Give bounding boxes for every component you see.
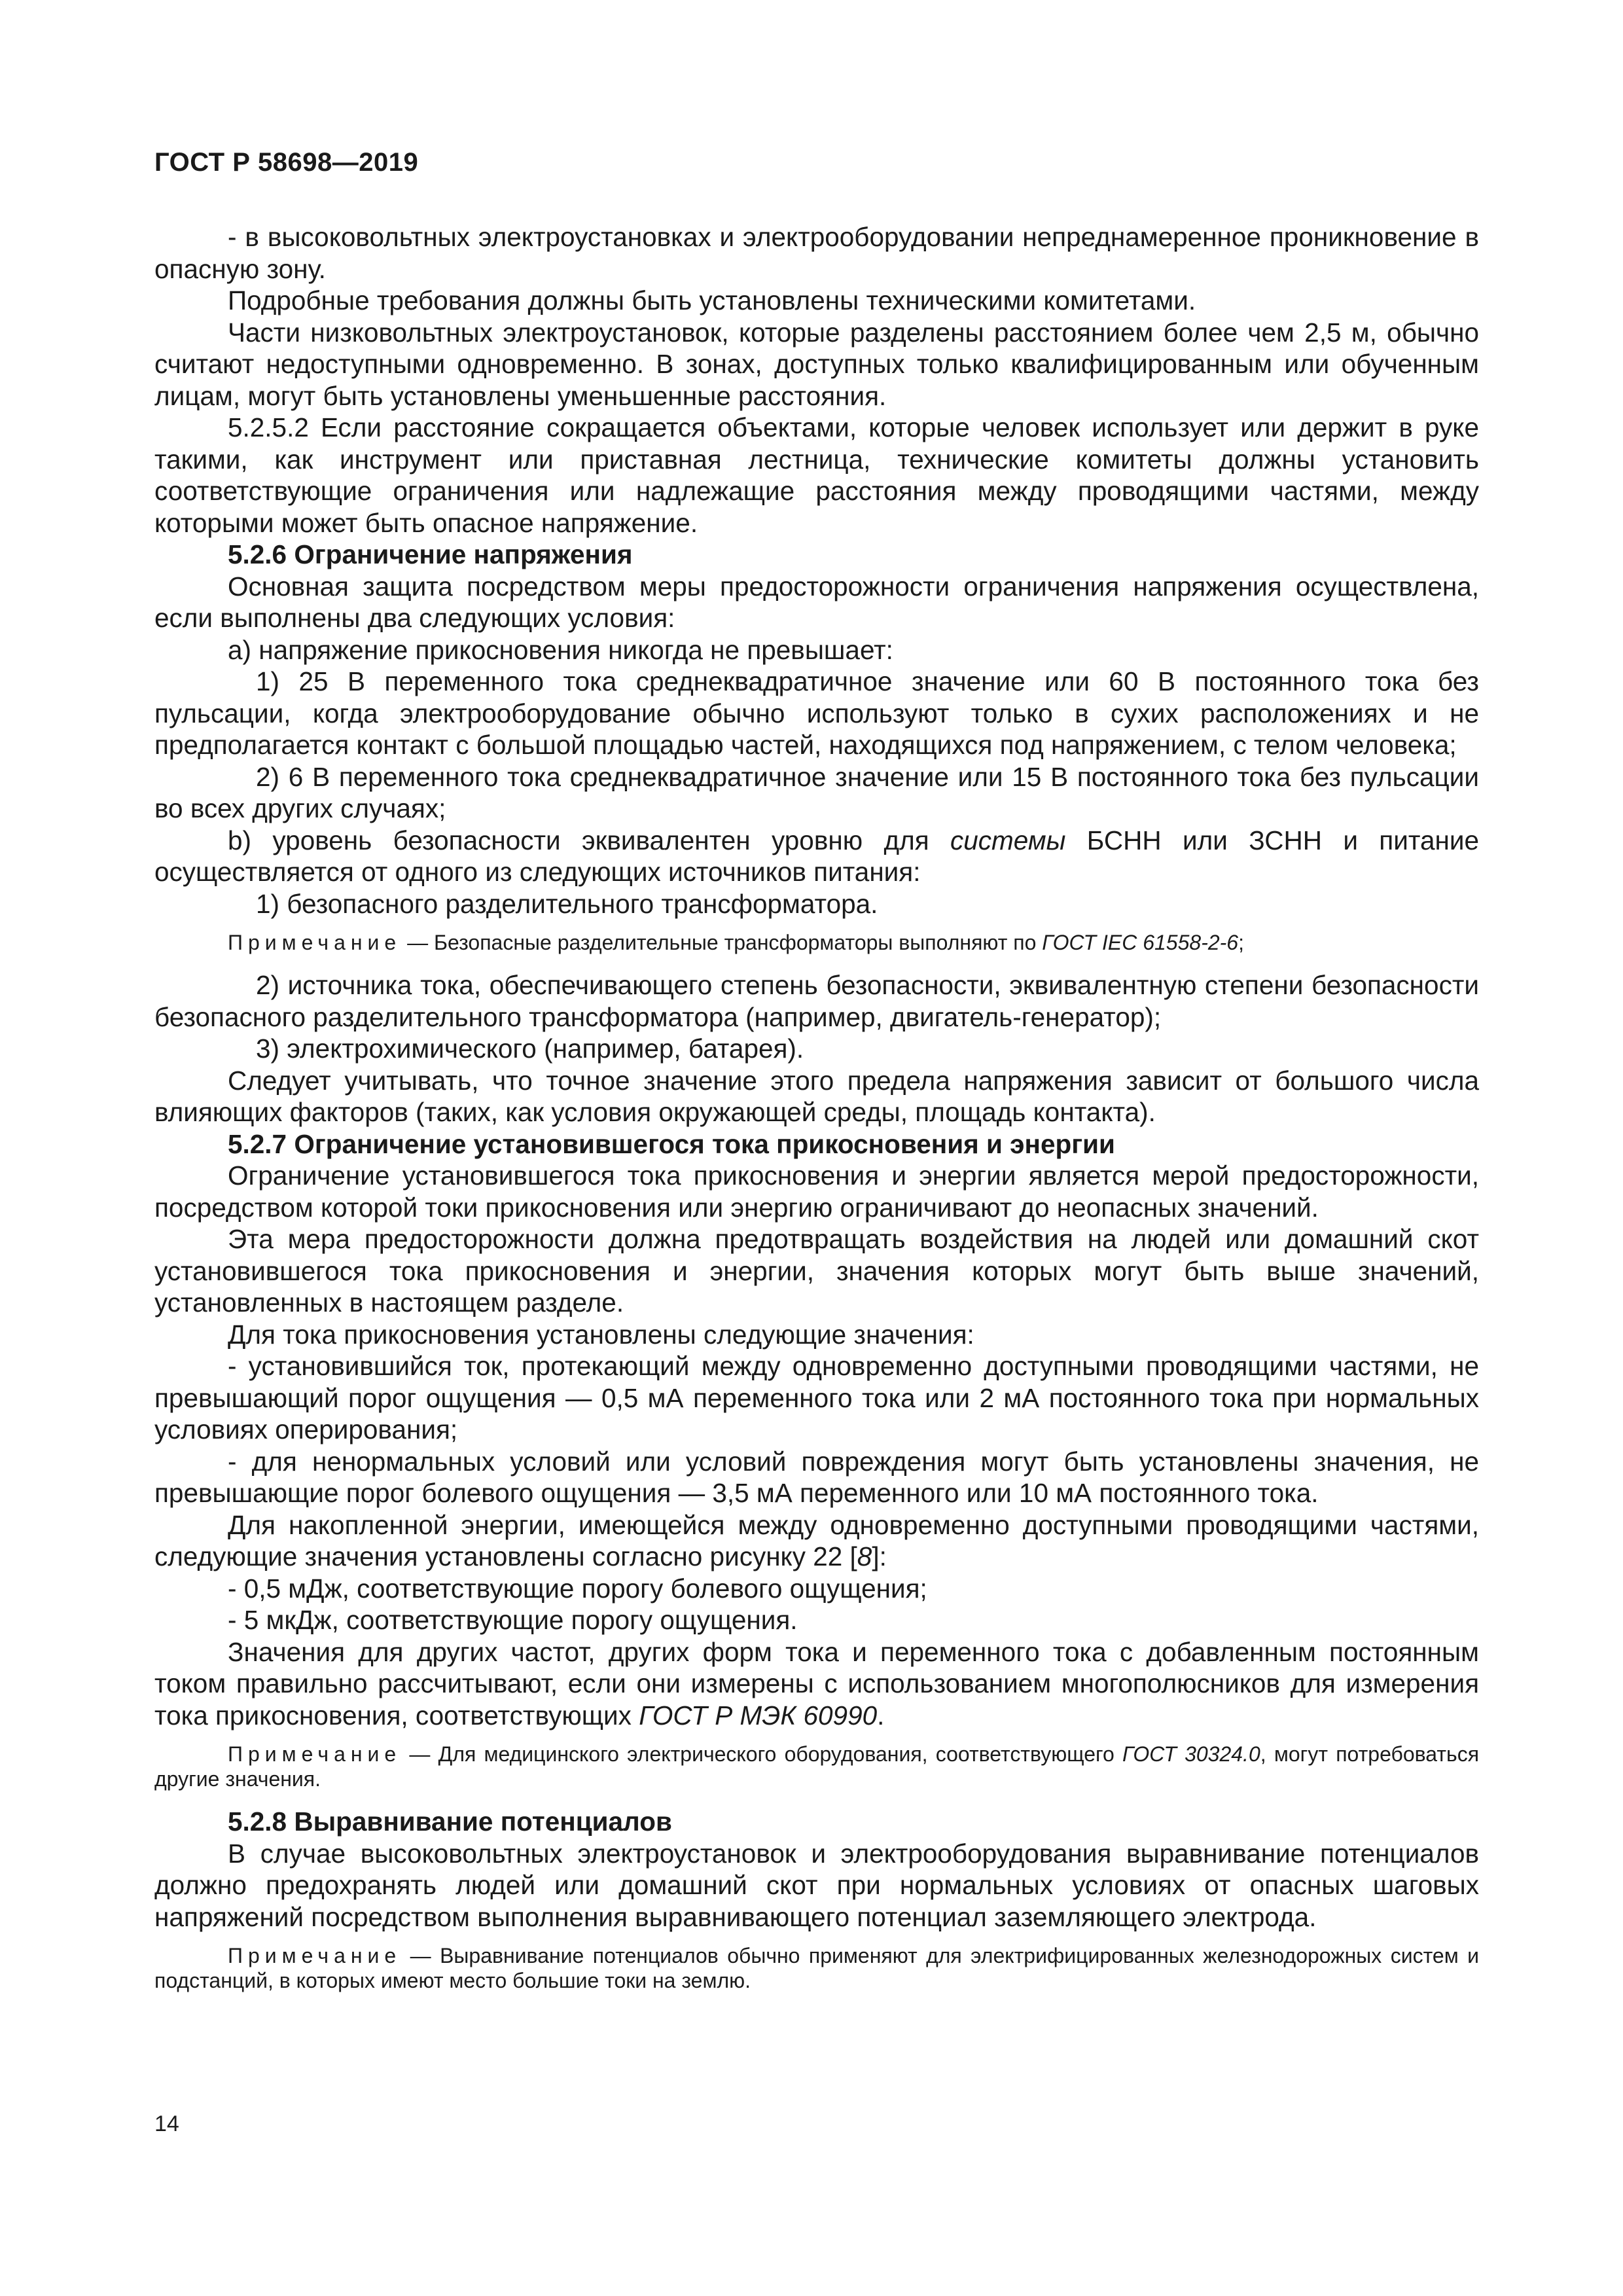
list-item: - 0,5 мДж, соответствующие порогу болевого ощущения;	[228, 1573, 927, 1604]
paragraph: Для тока прикосновения установлены следующие значения:	[228, 1319, 974, 1350]
paragraph	[154, 1636, 1479, 1732]
note-label: Примечание	[228, 1742, 402, 1766]
section-heading-5-2-8: 5.2.8 Выравнивание потенциалов	[228, 1806, 672, 1837]
note	[154, 930, 1479, 955]
text: Значения для других частот, других форм тока и переменного тока с добавленным постоянным током правильно рассчитывают, если они измерены с использованием многополюсников для измерения тока прикосновения, соответствующих	[154, 1636, 1479, 1731]
text: ]:	[872, 1541, 887, 1571]
note-text: — Выравнивание потенциалов обычно применяют для электрифицированных железнодорожных систем и подстанций, в которых имеют место большие токи на землю.	[154, 1944, 1479, 1992]
text: БСНН или ЗСНН и питание осуществляется от одного из следующих источников питания:	[154, 825, 1479, 887]
note-label: Примечание	[228, 931, 402, 954]
page-body	[154, 221, 1479, 2007]
page-number: 14	[154, 2111, 179, 2136]
bibliography-reference: 8	[857, 1541, 872, 1571]
standard-reference: ГОСТ Р МЭК 60990	[639, 1700, 878, 1731]
list-subitem-1: 1) безопасного разделительного трансформатора.	[256, 888, 878, 919]
text: b) уровень безопасности эквивалентен уровню для	[228, 825, 950, 855]
text: .	[877, 1700, 885, 1731]
paragraph: Части низковольтных электроустановок, которые разделены расстоянием более чем 2,5 м, обычно считают недоступными одновременно. В зонах, доступных только квалифицированным или обученным лицам, могут быть установлены уменьшенные расстояния.	[154, 317, 1479, 411]
paragraph: Ограничение установившегося тока прикосновения и энергии является мерой предосторожности, посредством которой токи прикосновения или энергию ограничивают до неопасных значений.	[154, 1160, 1479, 1223]
text: Для накопленной энергии, имеющейся между одновременно доступными проводящими частями, следующие значения установлены согласно рисунку 22 [	[154, 1509, 1479, 1571]
section-heading-5-2-6: 5.2.6 Ограничение напряжения	[228, 539, 633, 569]
standard-reference: ГОСТ IEC 61558-2-6	[1042, 931, 1239, 954]
emphasis-term: системы	[950, 825, 1066, 855]
note-text: — Для медицинского электрического оборудования, соответствующего	[401, 1742, 1123, 1766]
list-subitem-2: 2) 6 В переменного тока среднеквадратичное значение или 15 В постоянного тока без пульсации во всех других случаях;	[154, 761, 1479, 823]
note	[154, 1742, 1479, 1791]
paragraph: - в высоковольтных электроустановках и электрооборудовании непреднамеренное проникновение в опасную зону.	[154, 222, 1479, 284]
note-label: Примечание	[228, 1944, 402, 1967]
section-heading-5-2-7: 5.2.7 Ограничение установившегося тока прикосновения и энергии	[228, 1128, 1115, 1159]
list-item: - для ненормальных условий или условий повреждения могут быть установлены значения, не превышающие порог болевого ощущения — 3,5 мА переменного или 10 мА постоянного тока.	[154, 1446, 1479, 1508]
paragraph: Следует учитывать, что точное значение этого предела напряжения зависит от большого числа влияющих факторов (таких, как условия окружающей среды, площадь контакта).	[154, 1065, 1479, 1127]
paragraph: Подробные требования должны быть установлены техническими комитетами.	[228, 285, 1196, 315]
list-subitem-3: 3) электрохимического (например, батарея).	[256, 1033, 804, 1064]
list-item: - 5 мкДж, соответствующие порогу ощущения.	[228, 1605, 798, 1635]
paragraph: Основная защита посредством меры предосторожности ограничения напряжения осуществлена, если выполнены два следующих условия:	[154, 571, 1479, 633]
paragraph	[154, 1509, 1479, 1573]
note-text: , могут потребоваться другие значения.	[154, 1742, 1480, 1791]
standard-reference: ГОСТ 30324.0	[1122, 1742, 1260, 1766]
list-subitem-2: 2) источника тока, обеспечивающего степень безопасности, эквивалентную степени безопасности безопасного разделительного трансформатора (например, двигатель-генератор);	[154, 970, 1479, 1032]
document-code-header: ГОСТ Р 58698—2019	[154, 148, 419, 177]
paragraph: В случае высоковольтных электроустановок и электрооборудования выравнивание потенциалов должно предохранять людей или домашний скот при нормальных условиях от опасных шаговых напряжений посредством выполнения выравнивающего потенциал заземляющего электрода.	[154, 1838, 1479, 1932]
clause-5-2-5-2: 5.2.5.2 Если расстояние сокращается объектами, которые человек использует или держит в руке такими, как инструмент или приставная лестница, технические комитеты должны установить соответствующие ограничения или надлежащие расстояния между проводящими частями, между которыми может быть опасное напряжение.	[154, 412, 1479, 538]
note-text: ;	[1238, 931, 1244, 954]
list-item-b	[154, 825, 1479, 888]
list-item: - установившийся ток, протекающий между одновременно доступными проводящими частями, не превышающий порог ощущения — 0,5 мА переменного тока или 2 мА постоянного тока при нормальных условиях оперирования;	[154, 1351, 1479, 1444]
list-subitem-1: 1) 25 В переменного тока среднеквадратичное значение или 60 В постоянного тока без пульсации, когда электрооборудование обычно используют только в сухих расположениях и не предполагается контакт с большой площадью частей, находящихся под напряжением, с телом человека;	[154, 666, 1479, 760]
list-item-a: a) напряжение прикосновения никогда не превышает:	[228, 634, 893, 665]
paragraph: Эта мера предосторожности должна предотвращать воздействия на людей или домашний скот установившегося тока прикосновения и энергии, значения которых могут быть выше значений, установленных в настоящем разделе.	[154, 1224, 1479, 1318]
note	[154, 1943, 1479, 1993]
note-text: — Безопасные разделительные трансформаторы выполняют по	[401, 931, 1043, 954]
